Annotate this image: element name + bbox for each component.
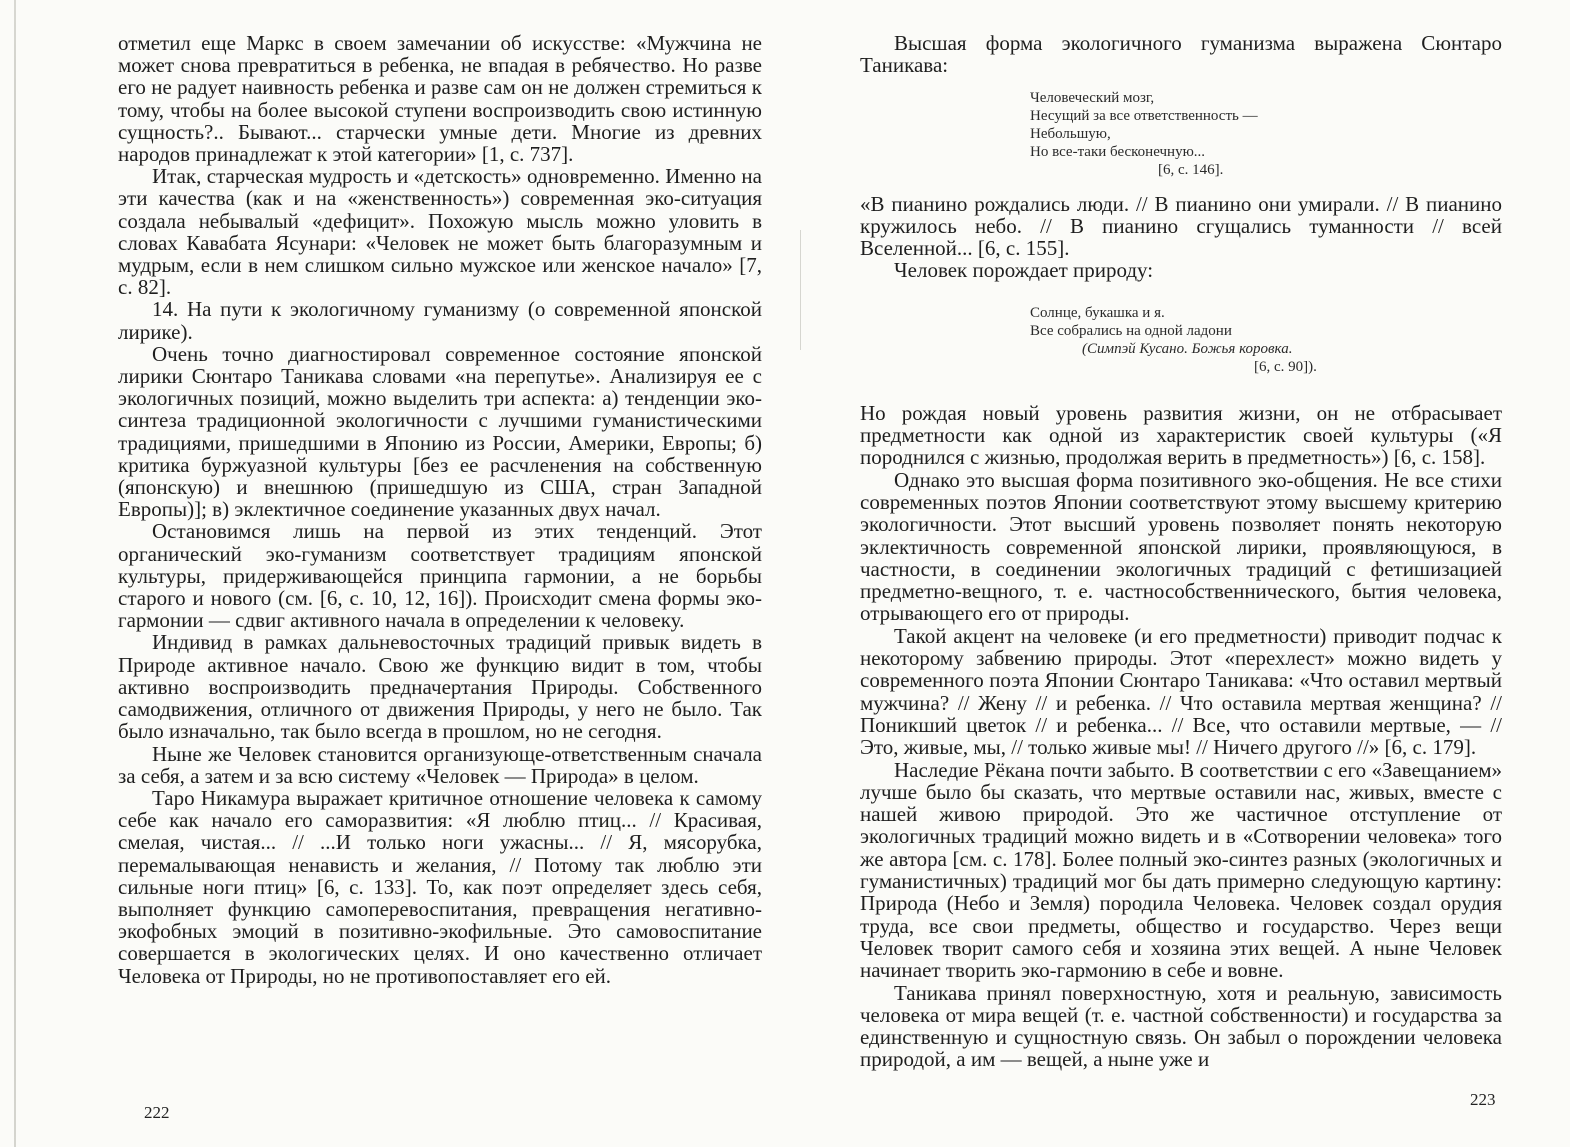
verse-quote <box>1030 89 1502 179</box>
citation: [6, с. 146]. <box>1158 161 1224 178</box>
paragraph: Наследие Рёкана почти забыто. В соответствии с его «Завещанием» лучше было бы сказать, что мертвые оставили нас, живых, вместе с нашей живою природой. Это же частичное отступление от экологичных традиций можно видеть и в «Сотворении человека» того же автора [см. с. 178]. Более полный эко-синтез разных (экологичных и гуманистичных) традиций мог бы дать примерно следующую картину: Природа (Небо и Земля) породила Человека. Человек создал орудия труда, все свои предметы, общество и государство. Через вещи Человек творит самого себя и хозяина этих вещей. А ныне Человек начинает творить эко-гармонию в себе и вовне. <box>860 757 1502 983</box>
page-number-right: 223 <box>1470 1090 1496 1109</box>
paragraph: Такой акцент на человеке (и его предметности) приводит подчас к некоторому забвению природы. Этот «перехлест» можно видеть у современного поэта Японии Сюнтаро Таникава: «Что оставил мертвый мужчина? // Жену // и ребенка. // Что оставила мертвая женщина? // Поникший цветок // и ребенка... // Все, что оставили мертвые, — // Это, живые, мы, // только живые мы! // Ничего другого //» [6, с. 179]. <box>860 623 1502 760</box>
paragraph: Очень точно диагностировал современное состояние японской лирики Сюнтаро Таникава словами «на перепутье». Анализируя ее с экологичных позиций, можно выделить три аспекта: а) тенденции эко-синтеза традиционной экологичности с лучшими гуманистическими традициями, пришедшими в Японию из России, Америки, Европы; б) критика буржуазной культуры [без ее расчленения на собственную (японскую) и внешнюю (пришедшую из США, стран Западной Европы)]; в) эклектичное соединение указанных двух начал. <box>118 341 762 522</box>
paragraph: Высшая форма экологичного гуманизма выражена Сюнтаро Таникава: <box>860 31 1502 78</box>
verse-line: Небольшую, <box>1030 125 1111 142</box>
section-heading: 14. На пути к экологичному гуманизму (о современной японской лирике). <box>118 297 762 344</box>
paragraph: Ныне же Человек становится организующе-ответственным сначала за себя, а затем и за всю систему «Человек — Природа» в целом. <box>118 741 762 788</box>
paragraph: Индивид в рамках дальневосточных традиций привык видеть в Природе активное начало. Свою же функцию видит в том, чтобы активно воспроизводить предначертания Природы. Собственного самодвижения, отличного от движения Природы, у него не было. Так было изначально, так было всегда в прошлом, но не сегодня. <box>118 630 762 744</box>
verse-line: Солнце, букашка и я. <box>1030 304 1165 321</box>
verse-line: Но все-таки бесконечную... <box>1030 143 1206 160</box>
paragraph: Таро Никамура выражает критичное отношение человека к самому себе как начало его саморазвития: «Я люблю птиц... // Красивая, смелая, чистая... // ...И только ноги ужасны... // Я, мясорубка, перемалывающая ненависть и желания, // Потому так люблю эти сильные ноги птиц» [6, с. 133]. То, как поэт определяет здесь себя, выполняет функцию самоперевоспитания, превращения негативно-экофобных эмоций в позитивно-экофильные. Это самовоспитание совершается в экологических целях. И оно качественно отличает Человека от Природы, но не противопоставляет его ей. <box>118 785 762 988</box>
right-page-text <box>860 32 1502 1071</box>
paragraph: Однако это высшая форма позитивного эко-общения. Не все стихи современных поэтов Японии соответствуют этому высшему критерию экологичности. Этот высший уровень позволяет понять некоторую эклектичность современной японской лирики, проявляющуюся, в частности, в соединении экологичных традиций с фетишизацией предметно-вещного, т. е. частнособственнического, бытия человека, отрывающего его от природы. <box>860 467 1502 626</box>
page-number-left: 222 <box>144 1103 170 1122</box>
citation: [6, с. 90]). <box>1254 358 1317 375</box>
paragraph: Итак, старческая мудрость и «детскость» одновременно. Именно на эти качества (как и на «женственность») современная эко-ситуация создала небывалый «дефицит». Похожую мысль можно уловить в словах Кавабата Ясунари: «Человек не может быть благоразумным и мудрым, если в нем слишком сильно мужское или женское начало» [7, с. 82]. <box>118 164 762 300</box>
right-page <box>860 32 1502 1071</box>
verse-attribution: (Симпэй Кусано. Божья коровка. <box>1082 340 1293 357</box>
page-edge-shadow <box>14 0 16 1147</box>
paragraph: Но рождая новый уровень развития жизни, он не отбрасывает предметности как одной из характеристик своей культуры («Я породнился с жизнью, продолжая верить в предметность») [6, с. 158]. <box>860 400 1502 470</box>
left-page <box>118 32 762 987</box>
paragraph: отметил еще Маркс в своем замечании об искусстве: «Мужчина не может снова превратиться в ребенка, не впадая в ребячество. Но разве его не радует наивность ребенка и разве сам он не должен стремиться к тому, чтобы на более высокой ступени воспроизводить свою истинную сущность?.. Бывают... старчески умные дети. Многие из древних народов принадлежат к этой категории» [1, с. 737]. <box>118 31 762 167</box>
paragraph: «В пианино рождались люди. // В пианино они умирали. // В пианино кружилось небо. // В пианино сгущались туманности // всей Вселенной... [6, с. 155]. <box>860 191 1502 261</box>
paragraph: Человек порождает природу: <box>894 258 1154 283</box>
spine-fold <box>800 230 801 350</box>
left-page-text <box>118 32 762 987</box>
paragraph: Остановимся лишь на первой из этих тенденций. Этот органический эко-гуманизм соответствует традициям японской культуры, придерживающейся принципа гармонии, а не борьбы старого и нового (см. [6, с. 10, 12, 16]). Происходит смена формы эко-гармонии — сдвиг активного начала в определении к человеку. <box>118 519 762 633</box>
verse-line: Несущий за все ответственность — <box>1030 107 1258 124</box>
verse-line: Человеческий мозг, <box>1030 89 1155 106</box>
verse-quote <box>1030 304 1502 376</box>
verse-line: Все собрались на одной ладони <box>1030 322 1232 339</box>
paragraph: Таникава принял поверхностную, хотя и реальную, зависимость человека от мира вещей (т. е. частной собственности) и государства за единственную и сущностную связь. Он забыл о порождении человека природой, а им — вещей, а ныне уже и <box>860 980 1502 1072</box>
